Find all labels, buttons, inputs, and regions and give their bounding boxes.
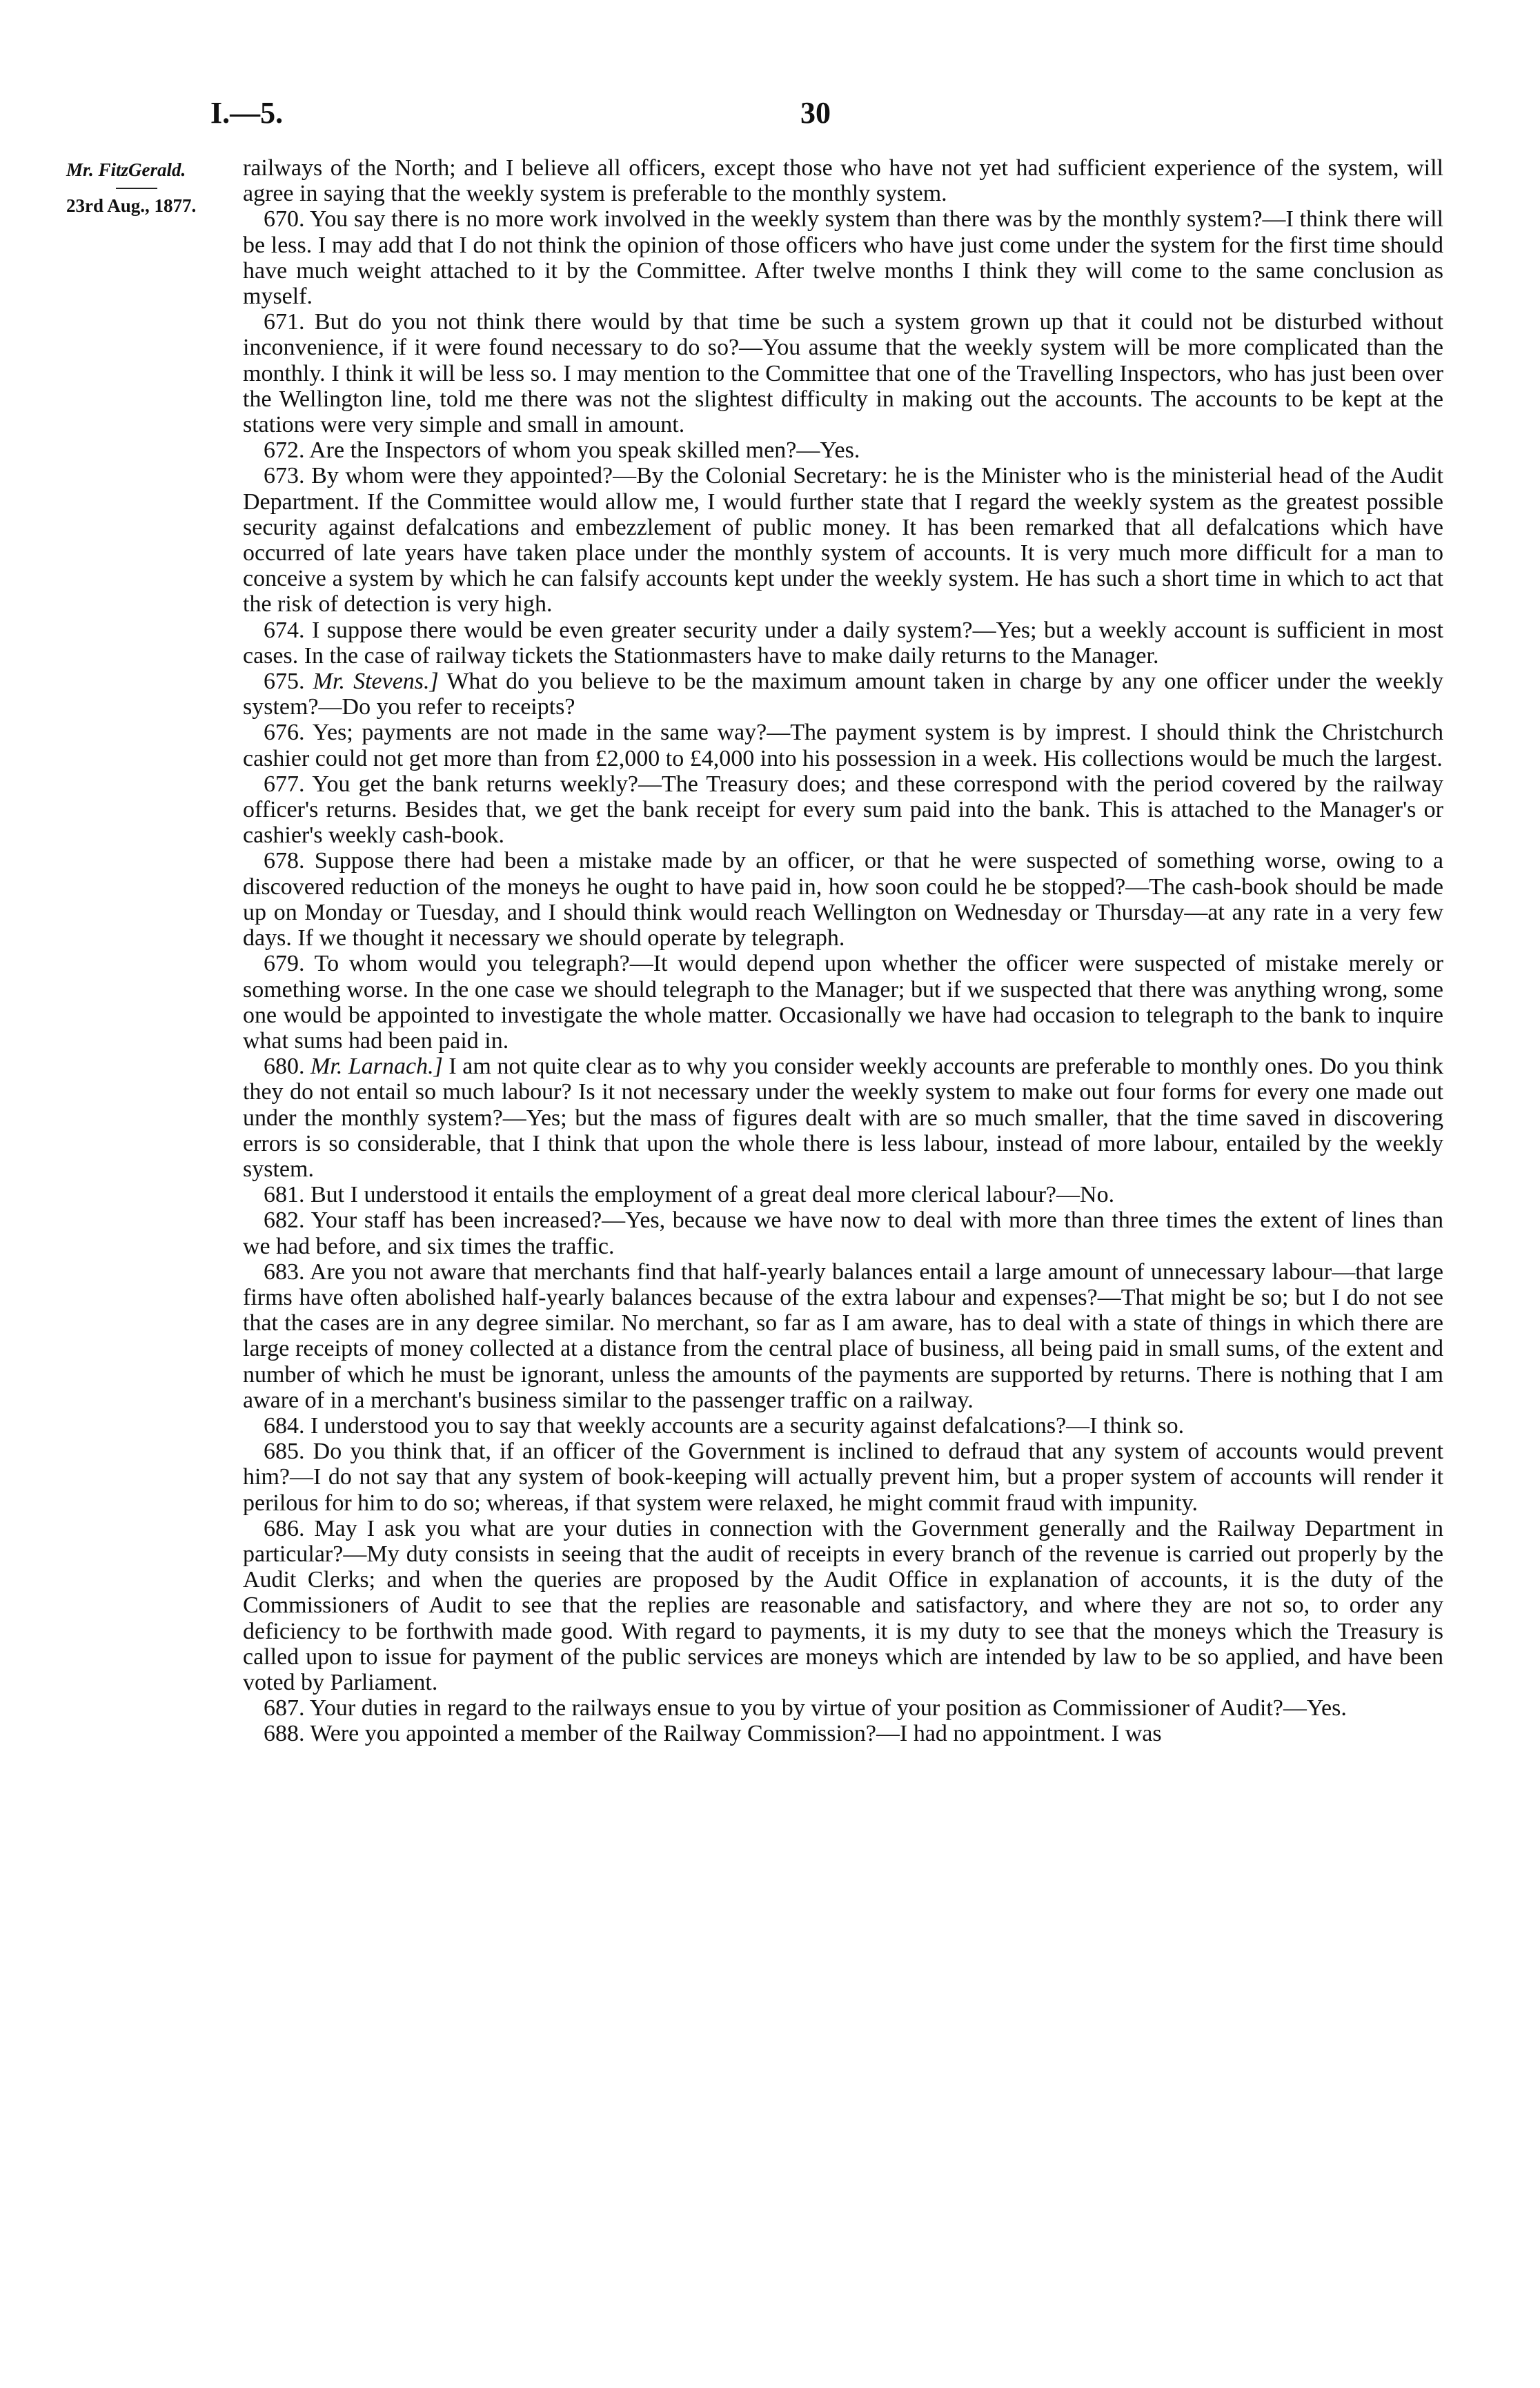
testimony-paragraph	[243, 1207, 1443, 1259]
paragraph-text: railways of the North; and I believe all officers, except those who have not yet had sufficient experience of the system, will agree in saying that the weekly system is preferable to the monthly system.	[243, 155, 1443, 207]
question-number: 670.	[264, 206, 305, 233]
question-number: 682.	[264, 1207, 305, 1234]
margin-note	[66, 157, 239, 218]
question-number: 685.	[264, 1439, 305, 1465]
question-number: 681.	[264, 1182, 305, 1208]
question-number: 683.	[264, 1259, 305, 1285]
testimony-paragraph	[243, 771, 1443, 849]
margin-date: 23rd Aug., 1877.	[66, 195, 197, 216]
paragraph-text: You say there is no more work involved in the weekly system than there was by the monthly system?—I think there will be less. I may add that I do not think the opinion of those officers who have just come under the system for the first time should have much weight attached to it by the Committee. After twelve months I think they will come to the same conclusion as myself.	[243, 206, 1444, 310]
question-number: 673.	[264, 463, 305, 489]
paragraph-text: What do you believe to be the maximum amount taken in charge by any one officer under the weekly system?—Do you refer to receipts?	[243, 669, 1444, 720]
questioner-name: Mr. Stevens.]	[313, 669, 439, 695]
paragraph-text: To whom would you telegraph?—It would depend upon whether the officer were suspected of mistake merely or something worse. In the one case we should telegraph to the Manager; but if we suspected that there was anything wrong, some one would be appointed to investigate the whole matter. Occasionally we have had occasion to telegraph to the bank to inquire what sums had been paid in.	[243, 951, 1444, 1054]
testimony-paragraph	[243, 1413, 1443, 1439]
margin-rule	[116, 188, 157, 189]
testimony-body	[243, 155, 1443, 1747]
testimony-paragraph	[243, 1516, 1443, 1695]
paragraph-text: But I understood it entails the employment of a great deal more clerical labour?—No.	[310, 1182, 1115, 1208]
paragraph-text: I suppose there would be even greater security under a daily system?—Yes; but a weekly account is sufficient in most cases. In the case of railway tickets the Stationmasters have to make daily returns to the Manager.	[243, 617, 1443, 669]
question-number: 674.	[264, 617, 305, 643]
paragraph-text: You get the bank returns weekly?—The Treasury does; and these correspond with the period covered by the railway officer's returns. Besides that, we get the bank receipt for every sum paid into the bank. This is attached to the Manager's or cashier's weekly cash-book.	[243, 771, 1443, 849]
testimony-paragraph	[243, 1182, 1443, 1207]
paragraph-text: I am not quite clear as to why you consider weekly accounts are preferable to monthly ones. Do you think they do not entail so much labour? Is it not necessary under the weekly system to make out four forms for every one made out under the monthly system?—Yes; but the mass of figures dealt with are so much smaller, that the time saved in discovering errors is so considerable, that I think that upon the whole there is less labour, instead of more labour, entailed by the weekly system.	[243, 1054, 1444, 1182]
question-number: 676.	[264, 720, 305, 746]
paragraph-text: Do you think that, if an officer of the Government is inclined to defraud that any system of accounts would prevent him?—I do not say that any system of book-keeping will actually prevent him, but a proper system of accounts will render it perilous for him to do so; whereas, if that system were relaxed, he might commit fraud with impunity.	[243, 1439, 1444, 1516]
testimony-paragraph	[243, 669, 1443, 720]
question-number: 684.	[264, 1412, 305, 1439]
testimony-paragraph	[243, 1439, 1443, 1516]
paragraph-text: Yes; payments are not made in the same way?—The payment system is by imprest. I should think the Christchurch cashier could not get more than from £2,000 to £4,000 into his possession in a week. His collections would be much the largest.	[243, 720, 1443, 771]
document-id: I.—5.	[210, 96, 284, 130]
paragraph-text: Are you not aware that merchants find that half-yearly balances entail a large amount of unnecessary labour—that large firms have often abolished half-yearly balances because of the extra labour and expenses?—That might be so; but I do not see that the cases are in any degree similar. No merchant, so far as I am aware, has to deal with a state of things in which there are large receipts of money collected at a distance from the central place of business, all being paid in small sums, of the extent and number of which he must be ignorant, unless the amounts of the payments are supported by returns. There is nothing that I am aware of in a merchant's business similar to the passenger traffic on a railway.	[243, 1259, 1443, 1413]
question-number: 687.	[264, 1695, 305, 1721]
question-number: 677.	[264, 771, 305, 797]
question-number: 672.	[264, 437, 305, 464]
testimony-paragraph	[243, 206, 1443, 309]
question-number: 688.	[264, 1721, 305, 1747]
paragraph-text: May I ask you what are your duties in connection with the Government generally and the Railway Department in particular?—My duty consists in seeing that the audit of receipts in every branch of the revenue is carried out properly by the Audit Clerks; and when the queries are proposed by the Audit Office in explanation of accounts, it is the duty of the Commissioners of Audit to see that the replies are reasonable and satisfactory, and where they are not so, to order any deficiency to be forthwith made good. With regard to payments, it is my duty to see that the moneys which the Treasury is called upon to issue for payment of the public services are moneys which are intended by law to be so applied, and have been voted by Parliament.	[243, 1515, 1443, 1695]
testimony-paragraph	[243, 618, 1443, 669]
paragraph-text: Suppose there had been a mistake made by an officer, or that he were suspected of something worse, owing to a discovered reduction of the moneys he ought to have paid in, how soon could he be stopped?—The cash-book should be made up on Monday or Tuesday, and I should think would reach Wellington on Wednesday or Thursday—at any rate in a very few days. If we thought it necessary we should operate by telegraph.	[243, 848, 1443, 951]
margin-speaker: Mr. FitzGerald.	[66, 159, 186, 180]
paragraph-text: But do you not think there would by that time be such a system grown up that it could not be disturbed without inconvenience, if it were found necessary to do so?—You assume that the weekly system will be more complicated than the monthly. I think it will be less so. I may mention to the Committee that one of the Travelling Inspectors, who has just been over the Wellington line, told me there was not the slightest difficulty in making out the accounts. The accounts to be kept at the stations were very simple and small in amount.	[243, 309, 1443, 438]
paragraph-text: Your duties in regard to the railways ensue to you by virtue of your position as Commissioner of Audit?—Yes.	[309, 1695, 1347, 1721]
testimony-paragraph	[243, 1721, 1443, 1746]
testimony-paragraph	[243, 1695, 1443, 1721]
question-number: 679.	[264, 951, 305, 977]
question-number: 675.	[264, 669, 305, 695]
testimony-paragraph	[243, 309, 1443, 437]
question-number: 671.	[264, 309, 305, 335]
testimony-paragraph	[243, 463, 1443, 617]
paragraph-text: By whom were they appointed?—By the Colonial Secretary: he is the Minister who is the ministerial head of the Audit Department. If the Committee would allow me, I would further state that I regard the weekly system as the greatest possible security against defalcations and embezzlement of public money. It has been remarked that all defalcations which have occurred of late years have taken place under the monthly system of accounts. It is very much more difficult for a man to conceive a system by which he can falsify accounts kept under the weekly system. He has such a short time in which to act that the risk of detection is very high.	[243, 463, 1444, 618]
testimony-paragraph	[243, 155, 1443, 206]
paragraph-text: Are the Inspectors of whom you speak skilled men?—Yes.	[309, 437, 860, 464]
testimony-paragraph	[243, 437, 1443, 463]
testimony-paragraph	[243, 1054, 1443, 1182]
page-number: 30	[800, 96, 831, 130]
question-number: 680.	[264, 1054, 305, 1080]
question-number: 678.	[264, 848, 305, 874]
paragraph-text: I understood you to say that weekly accounts are a security against defalcations?—I think so.	[310, 1412, 1185, 1439]
questioner-name: Mr. Larnach.]	[310, 1054, 443, 1080]
testimony-paragraph	[243, 720, 1443, 771]
question-number: 686.	[264, 1515, 305, 1541]
testimony-paragraph	[243, 848, 1443, 951]
paragraph-text: Were you appointed a member of the Railway Commission?—I had no appointment. I was	[310, 1721, 1162, 1747]
testimony-paragraph	[243, 951, 1443, 1054]
page-header	[210, 95, 1445, 137]
paragraph-text: Your staff has been increased?—Yes, because we have now to deal with more than three times the extent of lines than we had before, and six times the traffic.	[243, 1207, 1443, 1259]
testimony-paragraph	[243, 1259, 1443, 1413]
